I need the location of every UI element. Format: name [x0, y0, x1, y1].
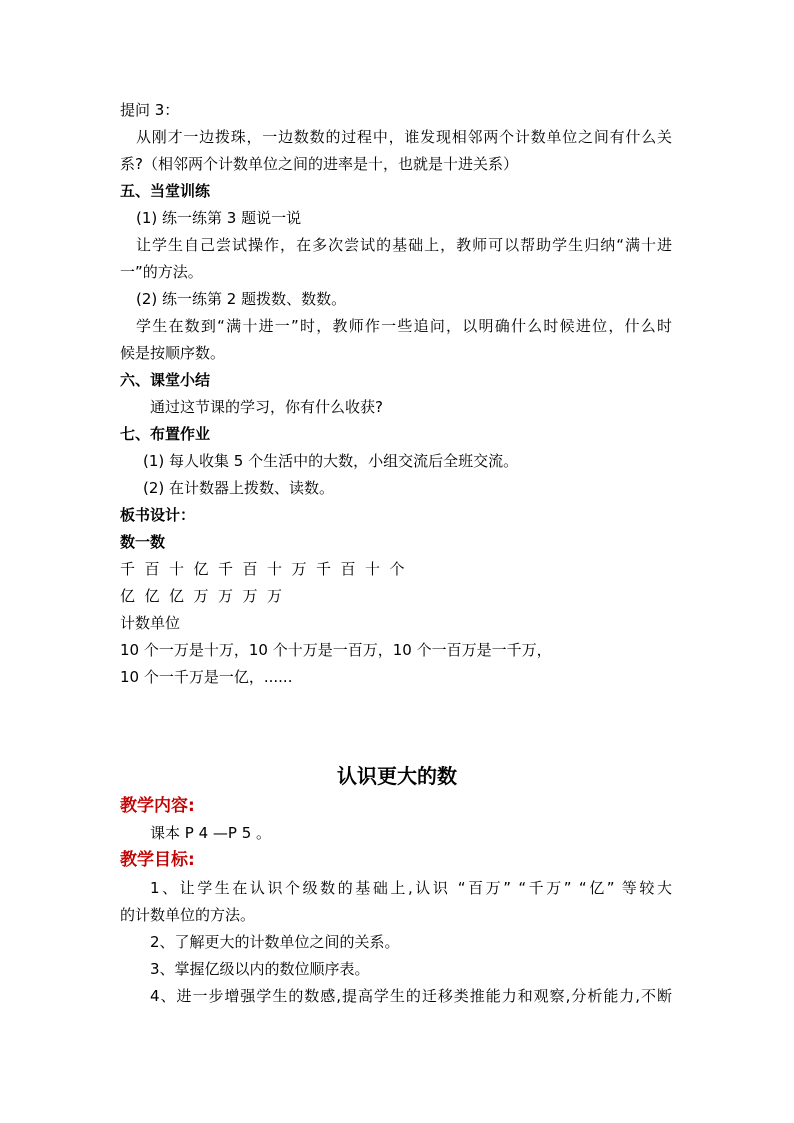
section-5-item-1-text-line1: 让学生自己尝试操作，在多次尝试的基础上，教师可以帮助学生归纳“满十进 — [136, 236, 672, 254]
lesson-title: 认识更大的数 — [337, 764, 457, 788]
unit-cell: 亿 — [144, 587, 160, 605]
section-5-item-1-text-line2: 一”的方法。 — [120, 263, 203, 281]
question-3-label: 提问 3： — [120, 101, 180, 119]
question-3-text-line1: 从刚才一边拨珠，一边数数的过程中，谁发现相邻两个计数单位之间有什么关 — [136, 128, 672, 146]
unit-cell: 千 — [120, 560, 136, 578]
unit-relation-line2: 10 个一千万是一亿，...... — [120, 668, 293, 686]
section-6-text: 通过这节课的学习，你有什么收获? — [150, 398, 383, 416]
section-5-item-2-text-line2: 候是按顺序数。 — [120, 344, 226, 362]
unit-cell: 万 — [193, 587, 209, 605]
unit-cell: 百 — [242, 560, 258, 578]
question-3-text-line2: 系?（相邻两个计数单位之间的进率是十，也就是十进关系） — [120, 155, 518, 173]
unit-cell: 十 — [267, 560, 283, 578]
goal-1-line2: 的计数单位的方法。 — [120, 906, 256, 924]
unit-cell: 十 — [365, 560, 381, 578]
goal-4: 4、进一步增强学生的数感,提高学生的迁移类推能力和观察,分析能力,不断 — [150, 987, 672, 1005]
place-value-units-row-2 — [120, 586, 292, 606]
unit-cell: 百 — [340, 560, 356, 578]
unit-cell: 千 — [218, 560, 234, 578]
teaching-content-text: 课本 P 4 —P 5 。 — [150, 824, 272, 842]
section-7-heading: 七、布置作业 — [120, 425, 211, 443]
section-5-item-2-text-line1: 学生在数到“满十进一”时，教师作一些追问，以明确什么时候进位，什么时 — [136, 317, 672, 335]
unit-cell: 亿 — [193, 560, 209, 578]
teaching-content-heading: 教学内容: — [120, 796, 195, 816]
board-design-heading: 板书设计： — [120, 506, 196, 524]
section-5-item-2: (2) 练一练第 2 题拨数、数数。 — [136, 290, 347, 308]
section-5-item-1: (1) 练一练第 3 题说一说 — [136, 209, 302, 227]
section-7-item-2: (2) 在计数器上拨数、读数。 — [143, 479, 335, 497]
section-7-item-1: (1) 每人收集 5 个生活中的大数，小组交流后全班交流。 — [143, 452, 519, 470]
unit-cell: 万 — [218, 587, 234, 605]
unit-cell: 千 — [316, 560, 332, 578]
teaching-goals-heading: 教学目标: — [120, 850, 195, 870]
unit-cell: 亿 — [120, 587, 136, 605]
unit-relation-line1: 10 个一万是十万，10 个十万是一百万，10 个一百万是一千万， — [120, 641, 552, 659]
unit-cell: 万 — [242, 587, 258, 605]
goal-2: 2、了解更大的计数单位之间的关系。 — [150, 933, 400, 951]
goal-1-line1: 1、让学生在认识个级数的基础上,认识 “百万” “千万” “亿” 等较大 — [150, 879, 672, 897]
unit-cell: 亿 — [169, 587, 185, 605]
count-unit-label: 计数单位 — [120, 614, 181, 632]
section-5-heading: 五、当堂训练 — [120, 182, 211, 200]
section-6-heading: 六、课堂小结 — [120, 371, 211, 389]
unit-cell: 万 — [267, 587, 283, 605]
unit-cell: 十 — [169, 560, 185, 578]
goal-3: 3、掌握亿级以内的数位顺序表。 — [150, 960, 370, 978]
board-subtitle: 数一数 — [120, 533, 166, 551]
place-value-units-row-1 — [120, 559, 414, 579]
unit-cell: 百 — [144, 560, 160, 578]
unit-cell: 个 — [389, 560, 405, 578]
unit-cell: 万 — [291, 560, 307, 578]
